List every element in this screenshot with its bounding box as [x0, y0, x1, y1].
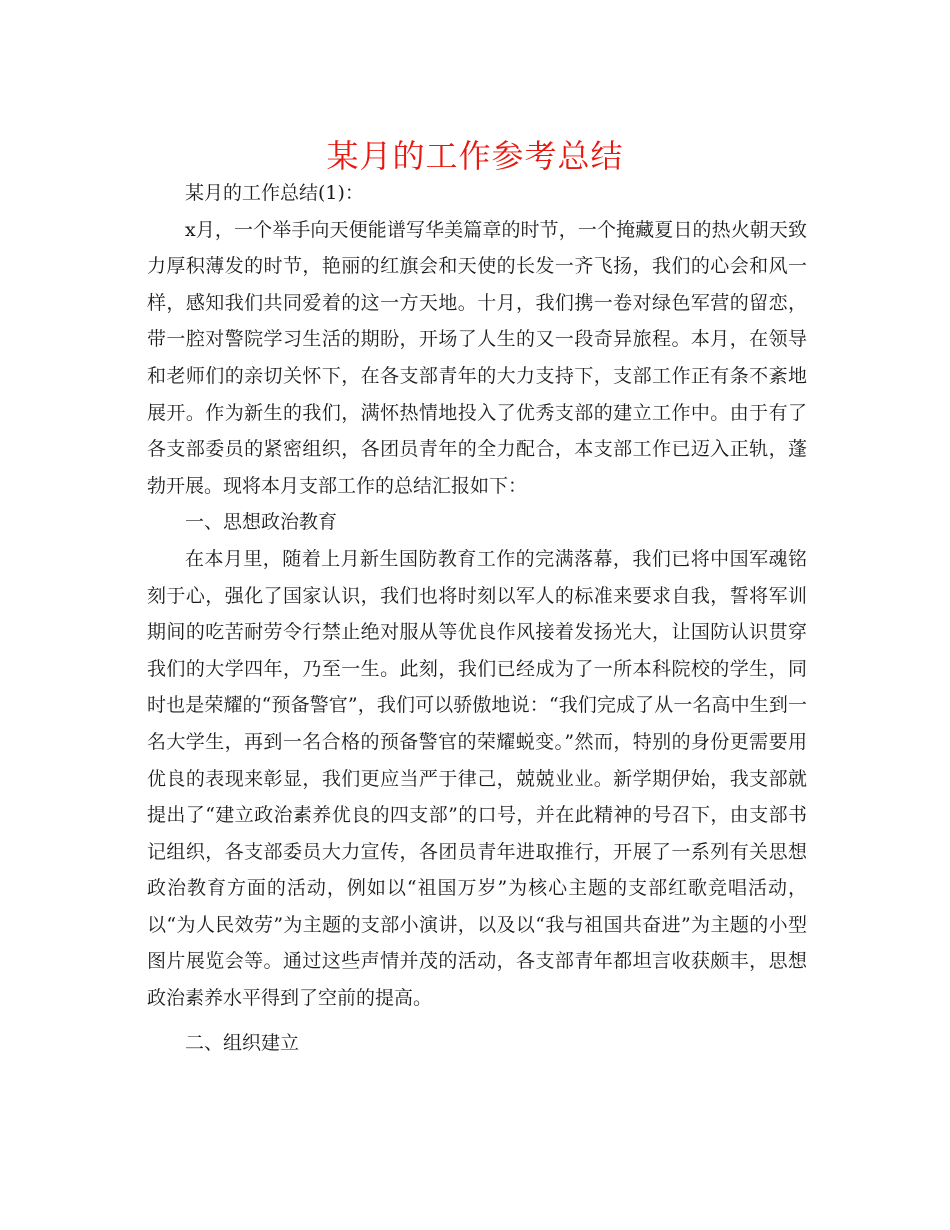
paragraph-intro: x月，一个举手向天便能谱写华美篇章的时节，一个掩藏夏日的热火朝天致力厚积薄发的时节，艳丽的红旗会和天使的长发一齐飞扬，我们的心会和风一样，感知我们共同爱着的这一方天地。十月，我们携一卷对绿色军营的留恋，带一腔对警院学习生活的期盼，开场了人生的又一段奇异旅程。本月，在领导和老师们的亲切关怀下，在各支部青年的大力支持下，支部工作正有条不紊地展开。作为新生的我们，满怀热情地投入了优秀支部的建立工作中。由于有了各支部委员的紧密组织，各团员青年的全力配合，本支部工作已迈入正轨，蓬勃开展。现将本月支部工作的总结汇报如下： [147, 218, 807, 497]
paragraph-political-education: 在本月里，随着上月新生国防教育工作的完满落幕，我们已将中国军魂铭刻于心，强化了国家认识，我们也将时刻以军人的标准来要求自我，誓将军训期间的吃苦耐劳令行禁止绝对服从等优良作风接着发扬光大，让国防认识贯穿我们的大学四年，乃至一生。此刻，我们已经成为了一所本科院校的学生，同时也是荣耀的“预备警官”，我们可以骄傲地说：“我们完成了从一名高中生到一名大学生，再到一名合格的预备警官的荣耀蜕变。”然而，特别的身份更需要用优良的表现来彰显，我们更应当严于律己，兢兢业业。新学期伊始，我支部就提出了“建立政治素养优良的四支部”的口号，并在此精神的号召下，由支部书记组织，各支部委员大力宣传，各团员青年进取推行，开展了一系列有关思想政治教育方面的活动，例如以“祖国万岁”为核心主题的支部红歌竞唱活动，以“为人民效劳”为主题的支部小演讲，以及以“我与祖国共奋进”为主题的小型图片展览会等。通过这些声情并茂的活动，各支部青年都坦言收获颇丰，思想政治素养水平得到了空前的提高。 [147, 547, 807, 1010]
section-heading-organization: 二、组织建立 [185, 1031, 300, 1054]
document-title: 某月的工作参考总结 [326, 137, 624, 175]
document-subtitle: 某月的工作总结(1)： [185, 182, 364, 204]
document-body [147, 175, 807, 1061]
section-heading-political-education: 一、思想政治教育 [185, 511, 338, 534]
